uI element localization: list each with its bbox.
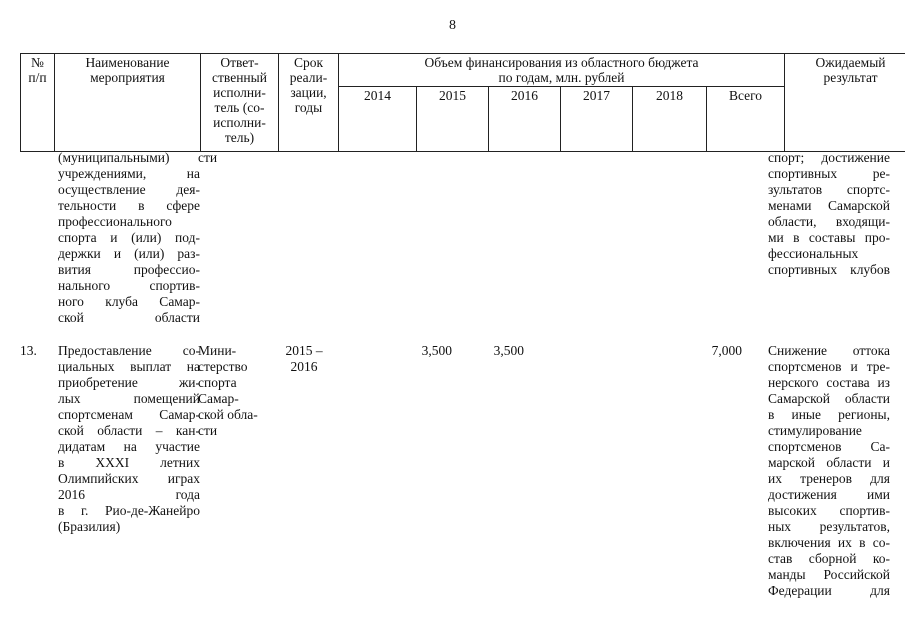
- header-num-line: №: [31, 55, 44, 70]
- text-line: держки и (или) раз-: [58, 246, 200, 261]
- text-line: спорта: [198, 375, 237, 390]
- row13-value-total: 7,000: [711, 343, 742, 358]
- header-result-cell: [785, 54, 905, 152]
- text-line: зультатов спортс-: [768, 182, 890, 197]
- header-result-line: Ожидаемый: [815, 55, 886, 70]
- header-year-2017: 2017: [561, 87, 633, 152]
- row13-value-2015: 3,500: [421, 343, 452, 358]
- row13-resp-cell: [198, 343, 272, 439]
- text-line: марской области и: [768, 455, 890, 470]
- text-line: 2015 –: [285, 343, 323, 358]
- text-line: в иные регионы,: [768, 407, 890, 422]
- text-line: ской обла-: [198, 407, 258, 422]
- text-line: Федерации для: [768, 583, 890, 598]
- text-line: менами Самарской: [768, 198, 890, 213]
- header-resp-line: ственный: [212, 70, 267, 85]
- header-resp-cell: [201, 54, 279, 152]
- row13-result-cell: [768, 343, 890, 599]
- text-line: приобретение жи-: [58, 375, 200, 390]
- header-term-cell: [279, 54, 339, 152]
- text-line: ных результатов,: [768, 519, 890, 534]
- text-line: области, входящи-: [768, 214, 890, 229]
- text-line: нерского состава из: [768, 375, 890, 390]
- row13-num: 13.: [20, 343, 37, 358]
- text-line: лых помещений: [58, 391, 200, 406]
- text-line: спортивных клубов: [768, 262, 890, 277]
- header-name-line: мероприятия: [90, 70, 165, 85]
- text-line: в г. Рио-де-Жанейро: [58, 503, 200, 518]
- header-resp-line: Ответ-: [220, 55, 259, 70]
- row13-term-cell: [276, 343, 332, 375]
- header-num-cell: [21, 54, 55, 152]
- text-line: ской области: [58, 310, 200, 325]
- header-year-2016: 2016: [489, 87, 561, 152]
- text-line: достижения ими: [768, 487, 890, 502]
- text-line: (муниципальными): [58, 150, 170, 165]
- continued-resp-cell: [198, 150, 268, 166]
- text-line: манды Российской: [768, 567, 890, 582]
- text-line: спорта и (или) под-: [58, 230, 200, 245]
- text-line: спортсменам Самар-: [58, 407, 200, 422]
- header-term-line: годы: [294, 100, 323, 115]
- text-line: ми в составы про-: [768, 230, 890, 245]
- text-line: ного клуба Самар-: [58, 294, 200, 309]
- text-line: вития профессио-: [58, 262, 200, 277]
- text-line: 2016: [290, 359, 318, 374]
- header-resp-line: исполни-: [213, 115, 266, 130]
- header-num-line: п/п: [28, 70, 47, 85]
- text-line: циальных выплат на: [58, 359, 200, 374]
- text-line: стерство: [198, 359, 248, 374]
- table-body: [20, 150, 896, 640]
- text-line: спорт; достижение: [768, 150, 890, 165]
- header-funding-line: по годам, млн. рублей: [498, 70, 625, 85]
- header-year-total: Всего: [707, 87, 785, 152]
- header-year-2014: 2014: [339, 87, 417, 152]
- text-line: дидатам на участие: [58, 439, 200, 454]
- header-funding-cell: [339, 54, 785, 87]
- text-line: профессионального: [58, 214, 172, 229]
- text-line: сти: [198, 423, 218, 438]
- text-line: Предоставление со-: [58, 343, 200, 358]
- text-line: ской области – кан-: [58, 423, 200, 438]
- text-line: Снижение оттока: [768, 343, 890, 358]
- header-term-line: зации,: [290, 85, 327, 100]
- page-number: 8: [449, 18, 456, 33]
- header-term-line: реали-: [289, 70, 328, 85]
- text-line: 2016 года: [58, 487, 200, 502]
- text-line: став сборной ко-: [768, 551, 890, 566]
- text-line: спортсменов Са-: [768, 439, 890, 454]
- text-line: спортсменов и тре-: [768, 359, 890, 374]
- text-line: Самарской области: [768, 391, 890, 406]
- header-resp-line: исполни-: [213, 85, 266, 100]
- row13-value-2016: 3,500: [493, 343, 524, 358]
- header-name-line: Наименование: [85, 55, 170, 70]
- text-line: фессиональных: [768, 246, 859, 261]
- text-line: учреждениями, на: [58, 166, 200, 181]
- text-line: Мини-: [198, 343, 237, 358]
- text-line: нального спортив-: [58, 278, 200, 293]
- text-line: спортивных ре-: [768, 166, 890, 181]
- text-line: Самар-: [198, 391, 239, 406]
- continued-result-cell: [768, 150, 890, 278]
- header-result-line: результат: [823, 70, 878, 85]
- header-resp-line: тель): [224, 130, 255, 145]
- text-line: (Бразилия): [58, 519, 121, 534]
- text-line: Олимпийских играх: [58, 471, 200, 486]
- text-line: осуществление дея-: [58, 182, 200, 197]
- text-line: включения их в со-: [768, 535, 890, 550]
- header-funding-line: Объем финансирования из областного бюджета: [424, 55, 699, 70]
- header-term-line: Срок: [293, 55, 324, 70]
- text-line: их тренеров для: [768, 471, 890, 486]
- header-name-cell: [55, 54, 201, 152]
- text-line: в XXXI летних: [58, 455, 200, 470]
- header-year-2018: 2018: [633, 87, 707, 152]
- row13-name-cell: [58, 343, 200, 535]
- text-line: сти: [198, 150, 218, 165]
- text-line: тельности в сфере: [58, 198, 200, 213]
- text-line: высоких спортив-: [768, 503, 890, 518]
- continued-name-cell: [58, 150, 200, 326]
- header-year-2015: 2015: [417, 87, 489, 152]
- text-line: стимулирование: [768, 423, 862, 438]
- header-resp-line: тель (со-: [214, 100, 265, 115]
- table-header: [20, 53, 905, 152]
